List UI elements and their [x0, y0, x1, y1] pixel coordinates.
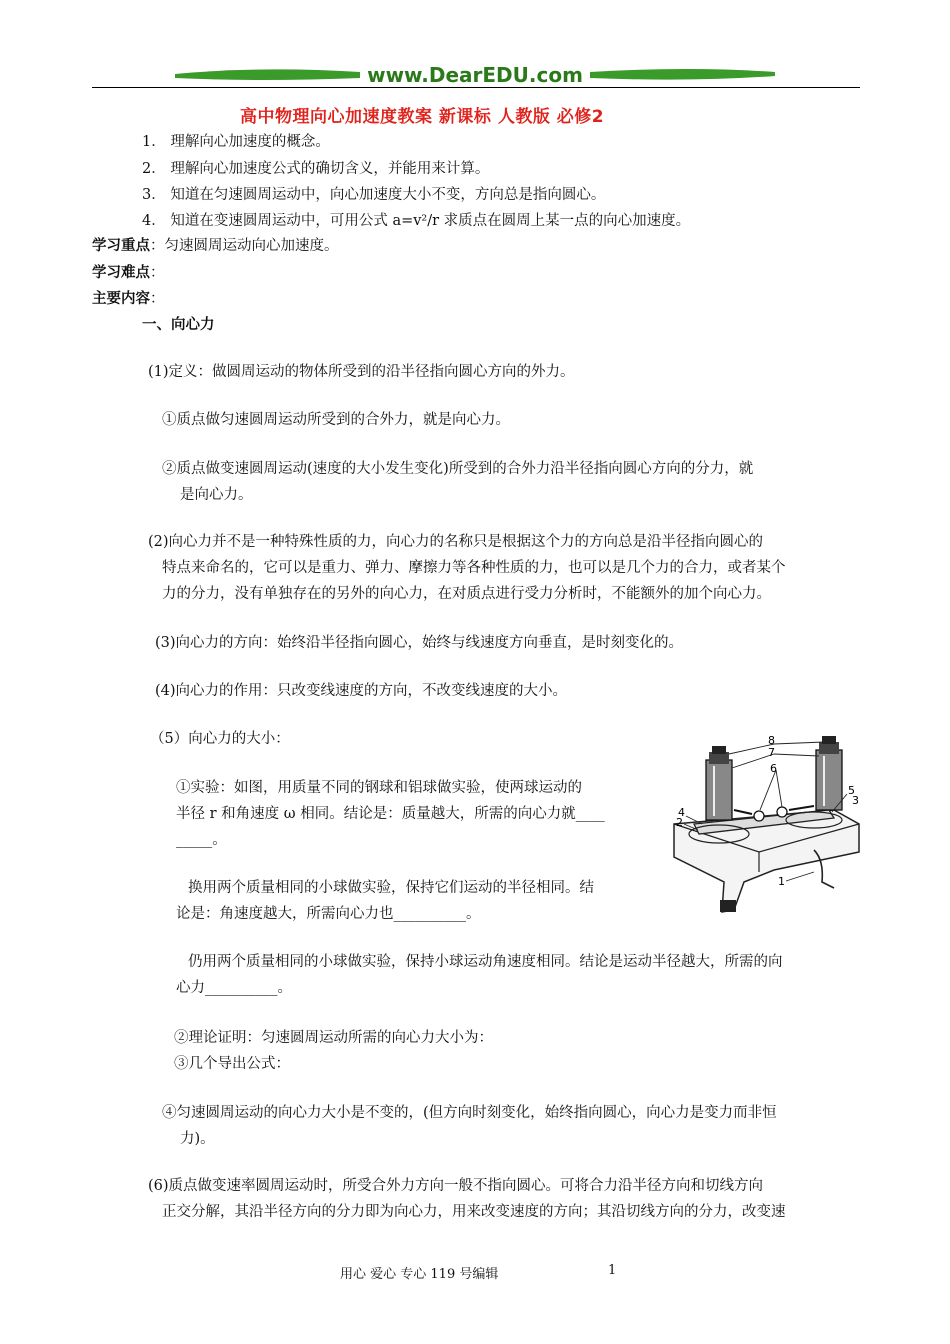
- experiment-3b: 心力__________。: [176, 980, 292, 996]
- figure-label-2: 2: [676, 816, 683, 829]
- figure-label-3: 3: [852, 794, 859, 807]
- header-rule: [92, 87, 860, 88]
- key-point-line: [92, 234, 339, 255]
- para-definition-2b: 是向心力。: [180, 487, 253, 503]
- figure-label-8: 8: [768, 734, 775, 747]
- para-2c: 力的分力，没有单独存在的另外的向心力，在对质点进行受力分析时，不能额外的加个向心力。: [162, 586, 771, 602]
- figure-label-4: 4: [678, 806, 685, 819]
- experiment-2b: 论是：角速度越大，所需向心力也__________。: [176, 906, 481, 922]
- objective-4: 4． 知道在变速圆周运动中，可用公式 a=v²/r 求质点在圆周上某一点的向心加速度。: [142, 213, 691, 229]
- main-content-line: [92, 287, 165, 308]
- figure-label-1: 1: [778, 875, 785, 888]
- centripetal-force-apparatus-figure: [664, 732, 864, 918]
- section-heading: 一、向心力: [142, 317, 215, 333]
- main-content-label: 主要内容: [92, 291, 150, 307]
- key-point-text: ：匀速圆周运动向心加速度。: [150, 238, 339, 254]
- experiment-1b: 半径 r 和角速度 ω 相同。结论是：质量越大，所需的向心力就____: [176, 806, 605, 822]
- main-content-text: ：: [150, 291, 165, 307]
- difficulty-line: [92, 261, 165, 282]
- para-4: (4)向心力的作用：只改变线速度的方向，不改变线速度的大小。: [155, 683, 568, 699]
- para-5: （5）向心力的大小：: [150, 731, 290, 747]
- para-2b: 特点来命名的，它可以是重力、弹力、摩擦力等各种性质的力，也可以是几个力的合力，或者某个: [162, 560, 786, 576]
- objective-3: 3． 知道在匀速圆周运动中，向心加速度大小不变，方向总是指向圆心。: [142, 187, 606, 203]
- item-4b: 力)。: [180, 1131, 215, 1147]
- experiment-3a: 仍用两个质量相同的小球做实验，保持小球运动角速度相同。结论是运动半径越大，所需的向: [188, 954, 783, 970]
- figure-label-6: 6: [770, 762, 777, 775]
- para-definition-2a: ②质点做变速圆周运动(速度的大小发生变化)所受到的合外力沿半径指向圆心方向的分力，就: [162, 461, 754, 477]
- key-point-label: 学习重点: [92, 238, 150, 254]
- derived-formulas: ③几个导出公式：: [174, 1056, 290, 1072]
- figure-label-5: 5: [848, 784, 855, 797]
- para-definition: (1)定义：做圆周运动的物体所受到的沿半径指向圆心方向的外力。: [148, 364, 575, 380]
- para-6a: (6)质点做变速率圆周运动时，所受合外力方向一般不指向圆心。可将合力沿半径方向和切线方向: [148, 1178, 764, 1194]
- experiment-2a: 换用两个质量相同的小球做实验，保持它们运动的半径相同。结: [188, 880, 594, 896]
- experiment-1a: ①实验：如图，用质量不同的钢球和铝球做实验，使两球运动的: [176, 780, 582, 796]
- footer-text: 用心 爱心 专心 119 号编辑: [340, 1267, 499, 1282]
- site-logo: [170, 62, 780, 90]
- figure-label-7: 7: [768, 746, 775, 759]
- page-number: 1: [608, 1263, 617, 1278]
- objective-1: 1． 理解向心加速度的概念。: [142, 134, 330, 150]
- theory-proof: ②理论证明：匀速圆周运动所需的向心力大小为：: [174, 1030, 493, 1046]
- objective-2: 2． 理解向心加速度公式的确切含义，并能用来计算。: [142, 161, 490, 177]
- difficulty-label: 学习难点: [92, 265, 150, 281]
- logo-text: www.DearEDU.com: [367, 63, 583, 87]
- item-4a: ④匀速圆周运动的向心力大小是不变的，(但方向时刻变化，始终指向圆心，向心力是变力而非恒: [162, 1105, 777, 1121]
- difficulty-text: ：: [150, 265, 165, 281]
- page-title: 高中物理向心加速度教案 新课标 人教版 必修2: [240, 107, 605, 127]
- experiment-1c: _____。: [176, 832, 227, 848]
- para-2a: (2)向心力并不是一种特殊性质的力，向心力的名称只是根据这个力的方向总是沿半径指向圆心的: [148, 534, 764, 550]
- para-6b: 正交分解，其沿半径方向的分力即为向心力，用来改变速度的方向；其沿切线方向的分力，改变速: [162, 1204, 786, 1220]
- para-definition-1: ①质点做匀速圆周运动所受到的合外力，就是向心力。: [162, 412, 510, 428]
- para-3: (3)向心力的方向：始终沿半径指向圆心，始终与线速度方向垂直，是时刻变化的。: [155, 635, 684, 651]
